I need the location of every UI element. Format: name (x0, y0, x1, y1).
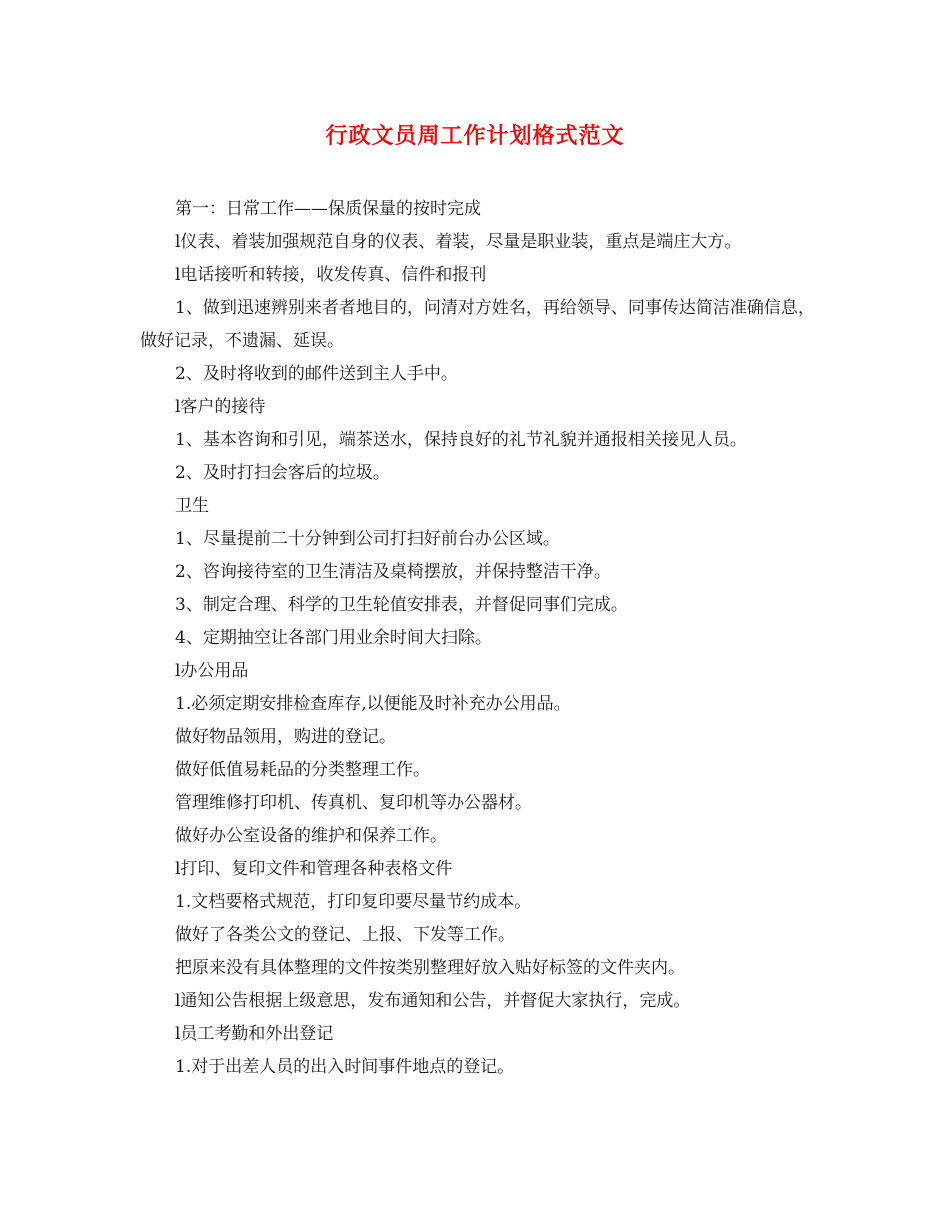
paragraph: 第一：日常工作——保质保量的按时完成 (175, 199, 481, 219)
paragraph: 1.必须定期安排检查库存,以便能及时补充办公用品。 (175, 694, 571, 714)
paragraph: 把原来没有具体整理的文件按类别整理好放入贴好标签的文件夹内。 (175, 958, 685, 978)
paragraph: 1、尽量提前二十分钟到公司打扫好前台办公区域。 (175, 529, 560, 549)
paragraph: 做好物品领用，购进的登记。 (175, 727, 396, 747)
paragraph: 1.对于出差人员的出入时间事件地点的登记。 (175, 1057, 515, 1077)
paragraph: l打印、复印文件和管理各种表格文件 (175, 859, 453, 879)
document-body (140, 193, 820, 1084)
paragraph: 2、及时打扫会客后的垃圾。 (175, 463, 390, 483)
paragraph: l员工考勤和外出登记 (175, 1024, 334, 1044)
document-title: 行政文员周工作计划格式范文 (325, 123, 625, 149)
paragraph: 做好了各类公文的登记、上报、下发等工作。 (175, 925, 515, 945)
paragraph: 做好低值易耗品的分类整理工作。 (175, 760, 430, 780)
paragraph: l通知公告根据上级意思，发布通知和公告，并督促大家执行，完成。 (175, 991, 691, 1011)
paragraph: l客户的接待 (175, 397, 266, 417)
paragraph: 2、及时将收到的邮件送到主人手中。 (175, 364, 458, 384)
paragraph: 4、定期抽空让各部门用业余时间大扫除。 (175, 628, 492, 648)
paragraph: 2、咨询接待室的卫生清洁及桌椅摆放，并保持整洁干净。 (175, 562, 611, 582)
paragraph: 1、基本咨询和引见，端茶送水，保持良好的礼节礼貌并通报相关接见人员。 (175, 430, 747, 450)
paragraph: 1.文档要格式规范，打印复印要尽量节约成本。 (175, 892, 532, 912)
paragraph: l办公用品 (175, 661, 249, 681)
paragraph: 做好办公室设备的维护和保养工作。 (175, 826, 447, 846)
paragraph: 3、制定合理、科学的卫生轮值安排表，并督促同事们完成。 (175, 595, 628, 615)
paragraph: l仪表、着装加强规范自身的仪表、着装，尽量是职业装，重点是端庄大方。 (175, 232, 742, 252)
paragraph: 卫生 (175, 496, 209, 516)
paragraph: l电话接听和转接，收发传真、信件和报刊 (175, 265, 487, 285)
paragraph: 管理维修打印机、传真机、复印机等办公器材。 (175, 793, 532, 813)
paragraph: 1、做到迅速辨别来者者地目的，问清对方姓名，再给领导、同事传达简洁准确信息，做好记录，不遗漏、延误。 (140, 298, 815, 351)
